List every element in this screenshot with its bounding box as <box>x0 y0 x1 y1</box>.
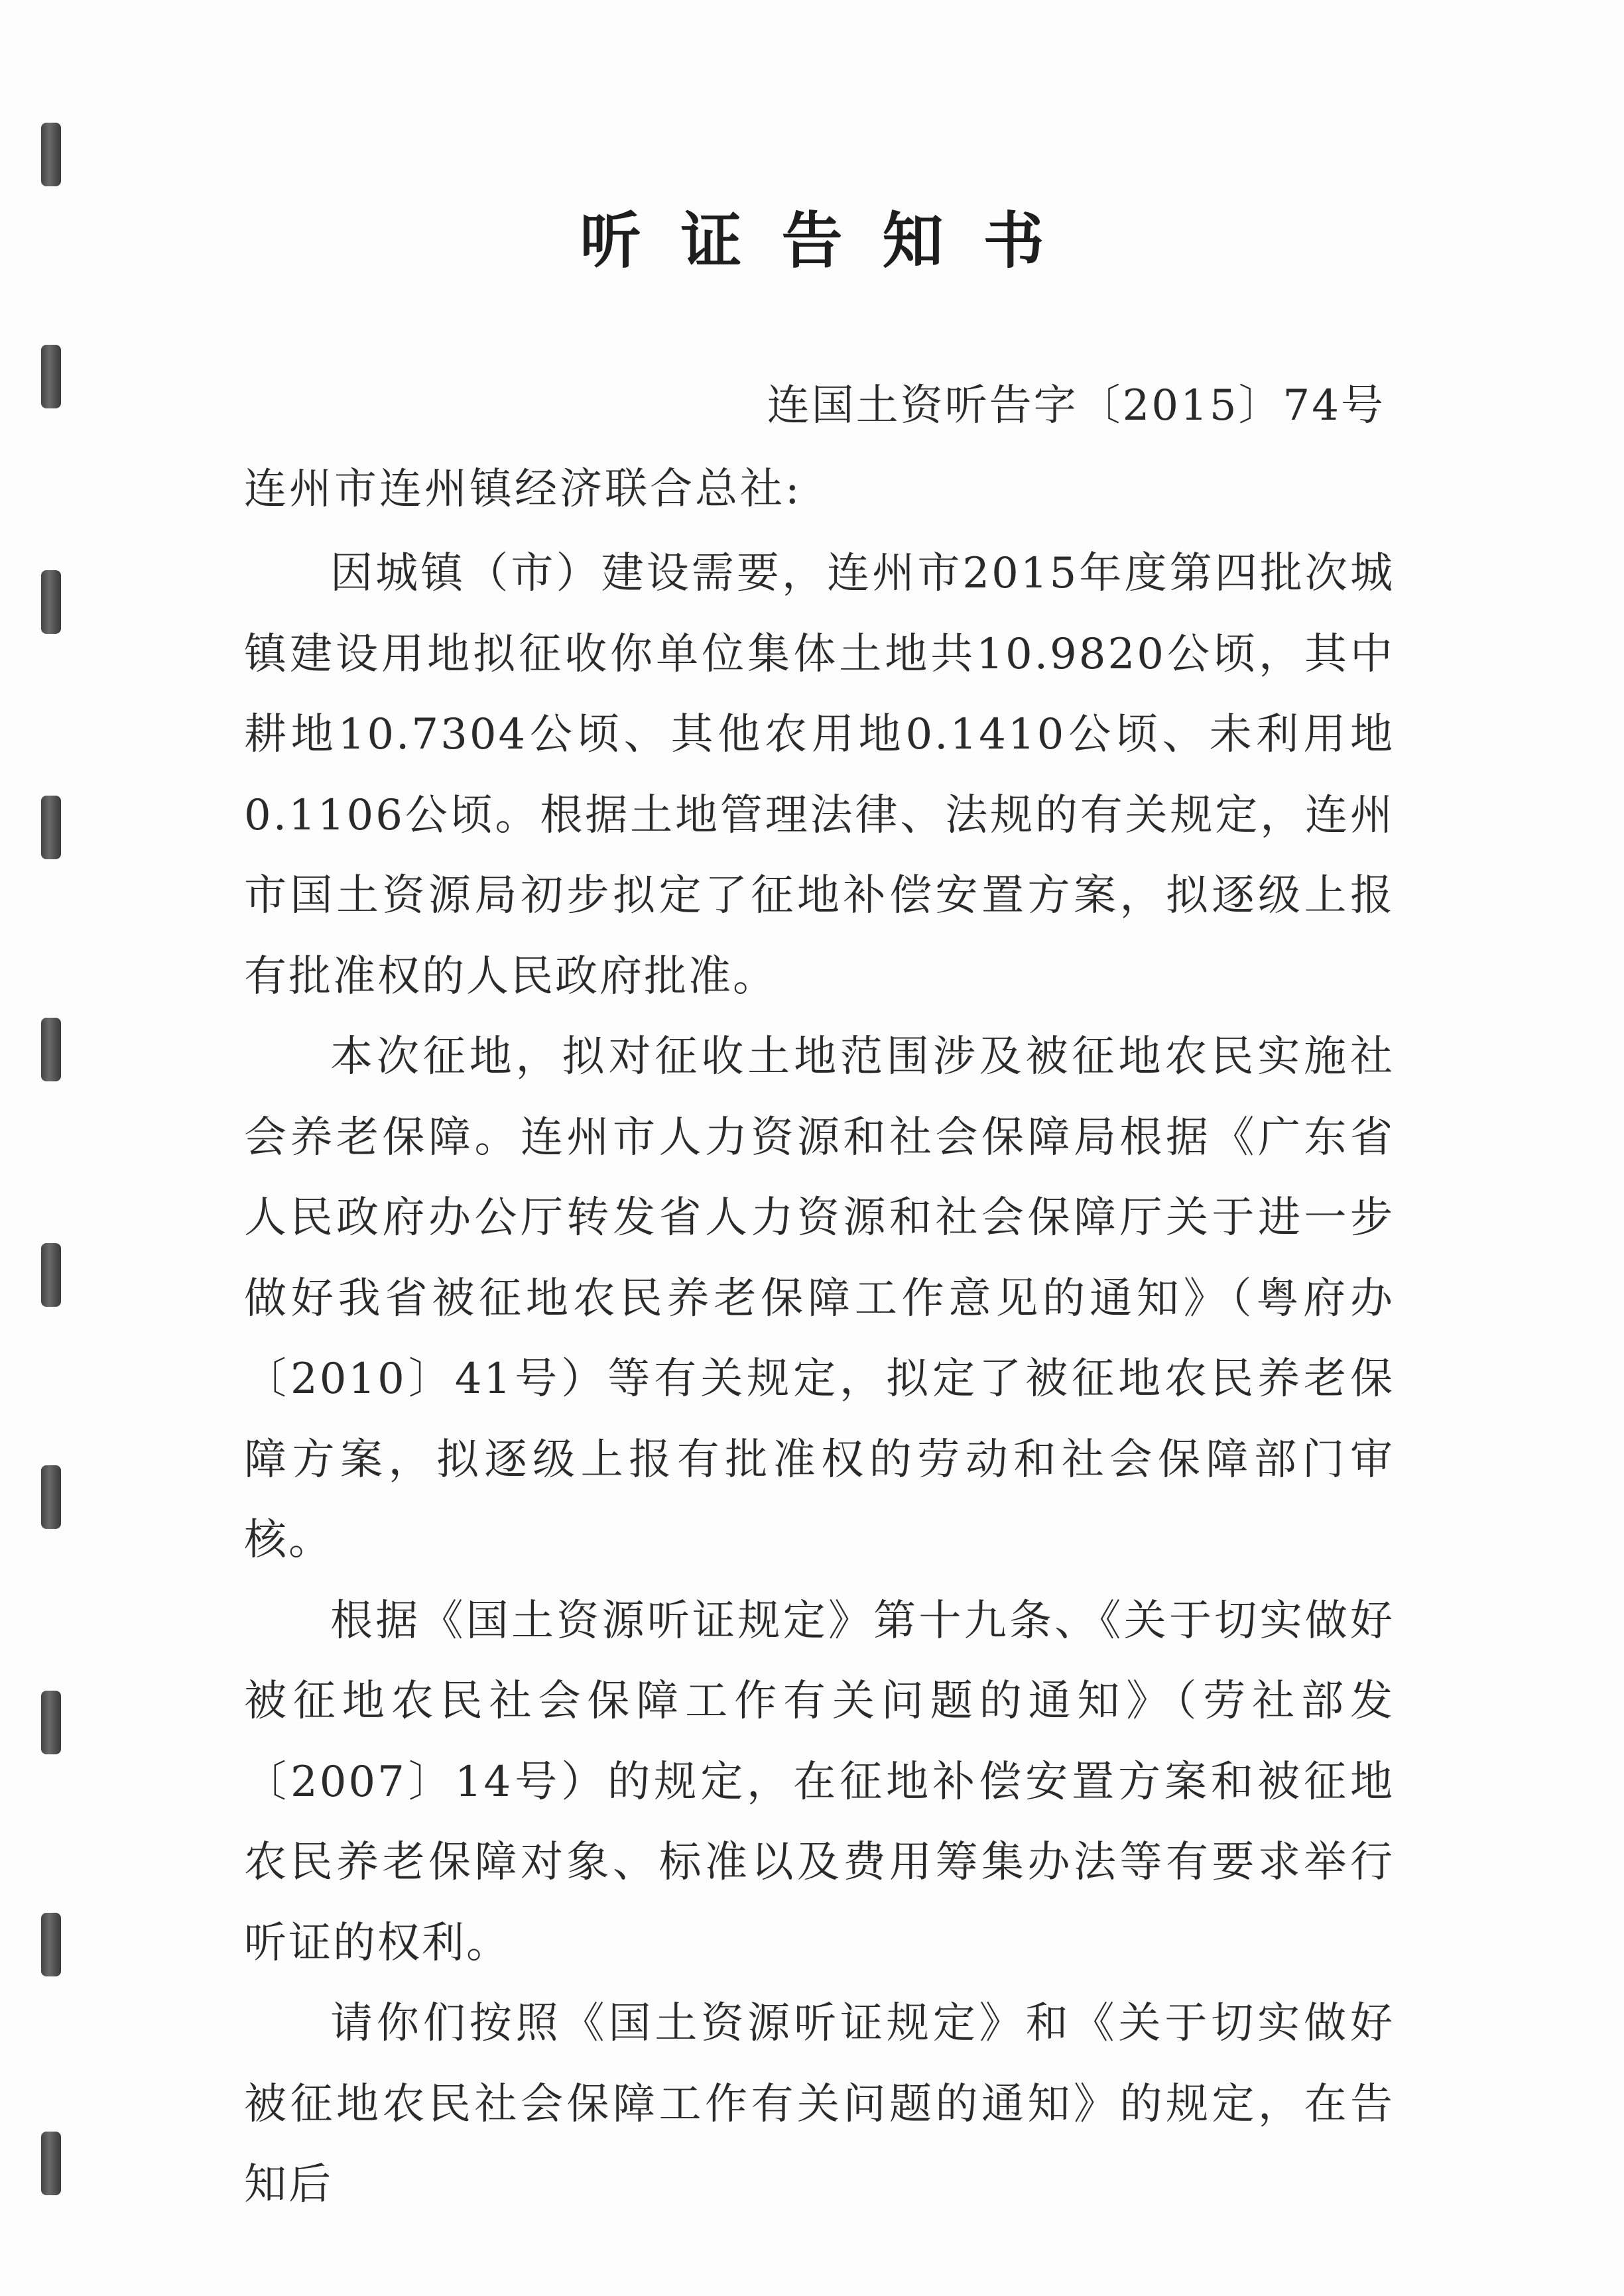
body-paragraph: 本次征地，拟对征收土地范围涉及被征地农民实施社会养老保障。连州市人力资源和社会保障局根据《广东省人民政府办公厅转发省人力资源和社会保障厅关于进一步做好我省被征地农民养老保障工作意见的通知》（粤府办〔2010〕41号）等有关规定，拟定了被征地农民养老保障方案，拟逐级上报有批准权的劳动和社会保障部门审核。 <box>244 1032 1395 1565</box>
addressee: 连州市连州镇经济联合总社: <box>244 465 802 514</box>
binding-hole-mark <box>41 2132 61 2195</box>
binding-hole-mark <box>41 123 61 186</box>
body-paragraph: 请你们按照《国土资源听证规定》和《关于切实做好被征地农民社会保障工作有关问题的通知》的规定，在告知后 <box>244 1999 1395 2209</box>
binding-hole-mark <box>41 1465 61 1529</box>
document-title: 听证告知书 <box>580 205 1084 276</box>
body-paragraph: 根据《国土资源听证规定》第十九条、《关于切实做好被征地农民社会保障工作有关问题的通知》（劳社部发〔2007〕14号）的规定，在征地补偿安置方案和被征地农民养老保障对象、标准以及费用筹集办法等有要求举行听证的权利。 <box>244 1596 1395 1968</box>
binding-hole-mark <box>41 1018 61 1081</box>
binding-hole-mark <box>41 345 61 408</box>
binding-hole-mark <box>41 1243 61 1307</box>
binding-hole-mark <box>41 570 61 634</box>
body-paragraph: 因城镇（市）建设需要，连州市2015年度第四批次城镇建设用地拟征收你单位集体土地共10.9820公顷，其中耕地10.7304公顷、其他农用地0.1410公顷、未利用地0.1106公顷。根据土地管理法律、法规的有关规定，连州市国土资源局初步拟定了征地补偿安置方案，拟逐级上报有批准权的人民政府批准。 <box>244 549 1395 1001</box>
binding-hole-mark <box>41 1913 61 1976</box>
document-body <box>244 534 1395 2226</box>
binding-hole-mark <box>41 796 61 859</box>
document-number: 连国土资听告字〔2015〕74号 <box>767 381 1385 430</box>
binding-hole-mark <box>41 1691 61 1754</box>
